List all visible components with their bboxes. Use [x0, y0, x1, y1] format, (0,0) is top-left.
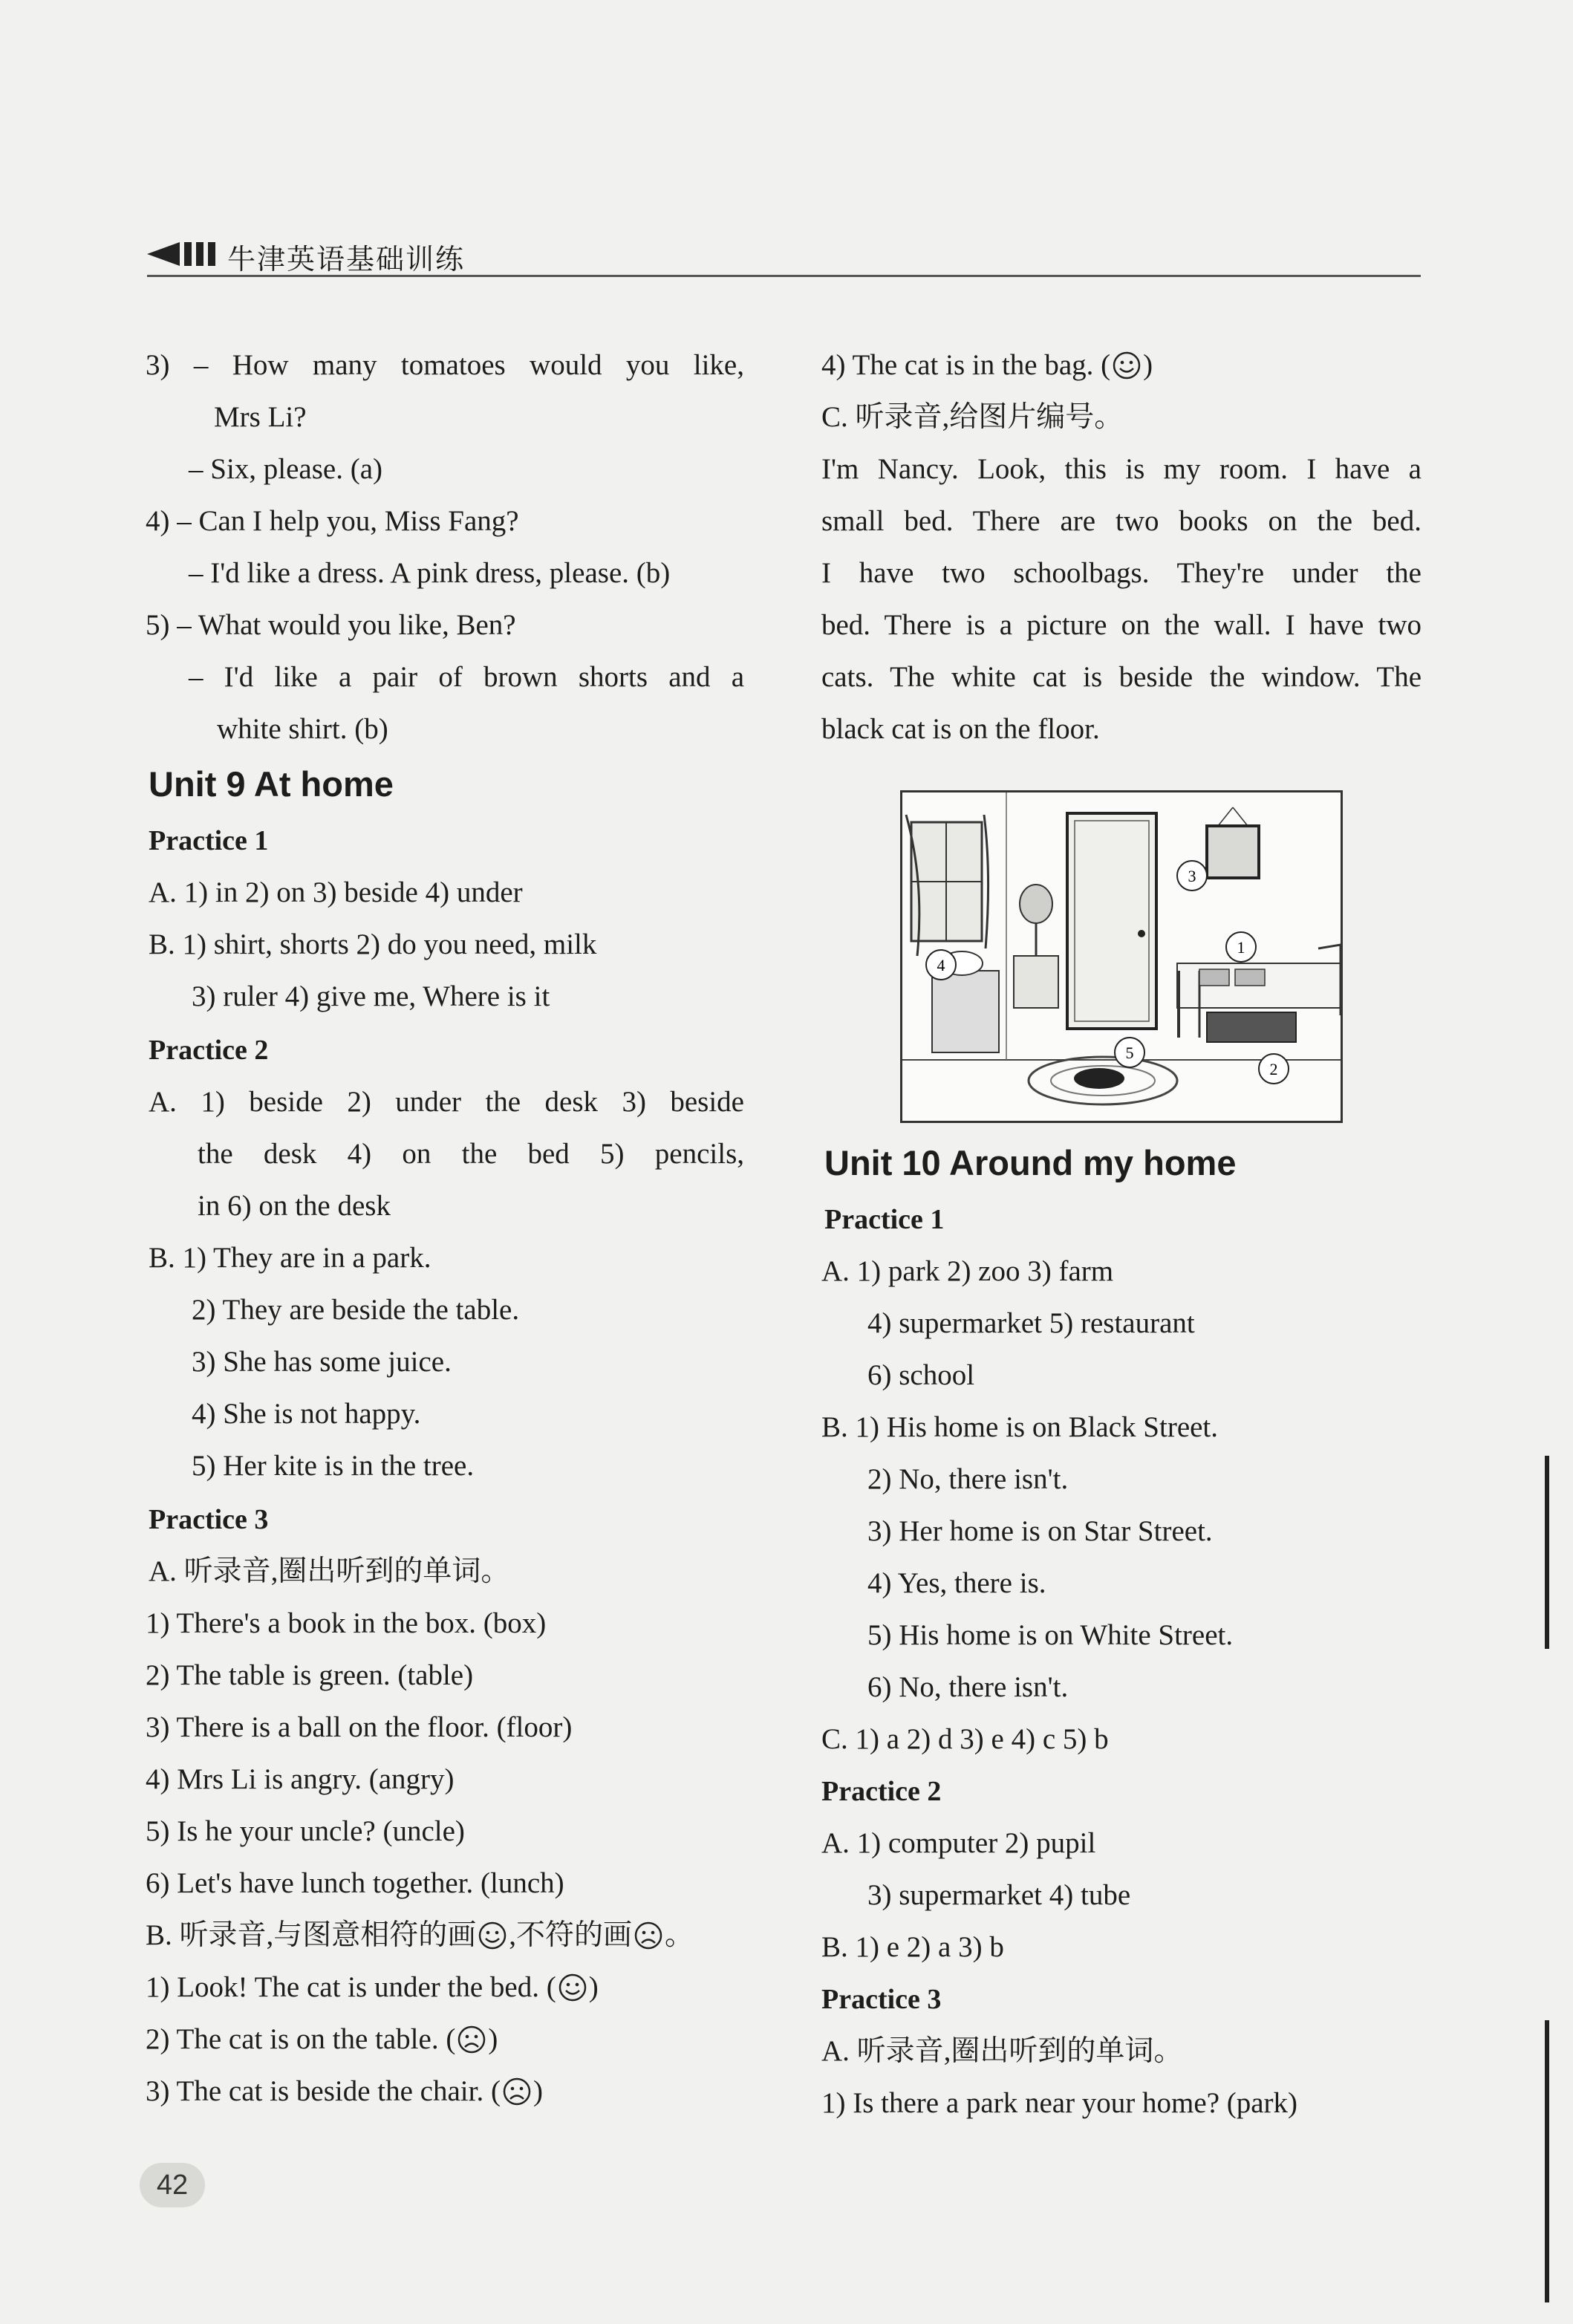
door: [1067, 813, 1156, 1029]
answer-line: 5) Her kite is in the tree.: [192, 1450, 475, 1482]
answer-line: 3) ruler 4) give me, Where is it: [192, 980, 550, 1012]
instruction-text: ,不符的画: [509, 1919, 633, 1951]
answer-line: 3) Her home is on Star Street.: [867, 1515, 1213, 1547]
answer-line: 3) She has some juice.: [192, 1346, 452, 1378]
answer-line: B. 1) They are in a park.: [149, 1242, 431, 1274]
answer-line: C. 1) a 2) d 3) e 4) c 5) b: [821, 1723, 1109, 1755]
answer-line: 5) His home is on White Street.: [867, 1619, 1234, 1651]
answer-line: in 6) on the desk: [198, 1190, 391, 1222]
answer-line: 6) Let's have lunch together. (lunch): [146, 1867, 564, 1899]
smiley-face-icon: [1112, 351, 1142, 380]
room-illustration: [900, 790, 1343, 1123]
answer-line: [146, 1968, 599, 2007]
sad-face-icon: [502, 2077, 532, 2106]
passage-line: I have two schoolbags. They're under the: [821, 557, 1421, 589]
answer-text: 4) The cat is in the bag. (: [821, 349, 1111, 381]
window: [906, 815, 989, 956]
passage-line: black cat is on the floor.: [821, 713, 1100, 745]
smiley-face-icon: [558, 1973, 587, 2002]
unit-10-heading: Unit 10 Around my home: [824, 1143, 1237, 1182]
answer-line: 3) There is a ball on the floor. (floor): [146, 1711, 573, 1743]
answer-line: 6) No, there isn't.: [867, 1671, 1069, 1703]
page-header: [147, 230, 1421, 277]
unit-9-heading: Unit 9 At home: [149, 764, 394, 804]
passage-line: bed. There is a picture on the wall. I have two: [821, 609, 1421, 641]
instruction-text: B. 听录音,与图意相符的画: [146, 1919, 477, 1951]
answer-line: 1) Is there a park near your home? (park): [821, 2087, 1298, 2119]
answer-line: 5) – What would you like, Ben?: [146, 609, 516, 641]
closing-paren: ): [1143, 349, 1153, 381]
answer-line: 6) school: [867, 1359, 975, 1391]
passage-line: cats. The white cat is beside the window. The: [821, 661, 1421, 693]
answer-text: 2) The cat is on the table. (: [146, 2023, 456, 2055]
answer-line: A. 1) beside 2) under the desk 3) beside: [149, 1086, 744, 1118]
answer-line: 3) supermarket 4) tube: [867, 1879, 1131, 1911]
answer-line: 2) The table is green. (table): [146, 1659, 474, 1691]
answer-line: 2) No, there isn't.: [867, 1463, 1069, 1495]
answer-line: B. 1) His home is on Black Street.: [821, 1411, 1219, 1443]
answer-text: 1) Look! The cat is under the bed. (: [146, 1971, 556, 2003]
passage-line: small bed. There are two books on the bed.: [821, 505, 1421, 537]
smiley-face-icon: [478, 1921, 507, 1950]
answer-line: 4) Yes, there is.: [867, 1567, 1046, 1599]
bed: [1177, 945, 1341, 1042]
page-number: 42: [140, 2163, 205, 2207]
answer-line: 3) – How many tomatoes would you like,: [146, 349, 744, 381]
practice-heading: Practice 1: [824, 1204, 945, 1235]
answer-line: Mrs Li?: [214, 401, 307, 433]
binding-edge: [1545, 1456, 1549, 1649]
svg-text:2: 2: [1269, 1060, 1278, 1078]
answer-line: A. 1) in 2) on 3) beside 4) under: [149, 876, 523, 908]
closing-paren: ): [533, 2075, 543, 2107]
answer-line: – I'd like a dress. A pink dress, please. (b): [189, 557, 671, 589]
answer-line: A. 1) computer 2) pupil: [821, 1827, 1096, 1859]
section-instruction: C. 听录音,给图片编号。: [821, 401, 1124, 433]
closing-paren: ): [488, 2023, 498, 2055]
answer-line: – Six, please. (a): [189, 453, 383, 485]
passage-line: I'm Nancy. Look, this is my room. I have a: [821, 453, 1421, 485]
answer-line: 1) There's a book in the box. (box): [146, 1607, 547, 1639]
closing-paren: ): [588, 1971, 599, 2003]
wall-picture: [1207, 807, 1259, 878]
answer-line: the desk 4) on the bed 5) pencils,: [198, 1138, 744, 1170]
answer-line: B. 1) shirt, shorts 2) do you need, milk: [149, 928, 597, 960]
svg-text:3: 3: [1188, 867, 1196, 885]
practice-heading: Practice 3: [821, 1984, 942, 2015]
practice-heading: Practice 1: [149, 825, 269, 856]
sad-face-icon: [457, 2025, 486, 2054]
answer-line: 4) supermarket 5) restaurant: [867, 1307, 1195, 1339]
answer-text: 3) The cat is beside the chair. (: [146, 2075, 501, 2107]
svg-text:5: 5: [1125, 1044, 1134, 1062]
instruction-text: 。: [665, 1919, 694, 1951]
answer-line: 5) Is he your uncle? (uncle): [146, 1815, 465, 1847]
answer-line: B. 1) e 2) a 3) b: [821, 1931, 1004, 1963]
book-title: 牛津英语基础训练: [227, 243, 466, 276]
sad-face-icon: [634, 1921, 663, 1950]
header-arrow-icon: [147, 241, 218, 267]
picture-label-2: [1259, 1054, 1289, 1084]
answer-line: [146, 2020, 498, 2059]
answer-line: white shirt. (b): [217, 713, 388, 745]
answer-line: 4) Mrs Li is angry. (angry): [146, 1763, 455, 1795]
practice-heading: Practice 3: [149, 1504, 269, 1535]
answer-line: [821, 346, 1153, 385]
section-instruction: A. 听录音,圈出听到的单词。: [821, 2035, 1183, 2067]
practice-heading: Practice 2: [149, 1035, 269, 1066]
answer-line: 2) They are beside the table.: [192, 1294, 520, 1326]
practice-heading: Practice 2: [821, 1776, 942, 1807]
svg-text:1: 1: [1237, 938, 1245, 957]
answer-line: [146, 2072, 543, 2111]
answer-line: 4) – Can I help you, Miss Fang?: [146, 505, 519, 537]
picture-label-5: [1115, 1038, 1144, 1067]
answer-line: 4) She is not happy.: [192, 1398, 421, 1430]
section-instruction: [146, 1916, 694, 1955]
picture-label-1: [1226, 932, 1256, 962]
svg-text:4: 4: [937, 956, 945, 974]
answer-line: A. 1) park 2) zoo 3) farm: [821, 1255, 1114, 1287]
section-instruction: A. 听录音,圈出听到的单词。: [149, 1555, 510, 1587]
answer-line: – I'd like a pair of brown shorts and a: [189, 661, 744, 693]
picture-label-4: [926, 950, 956, 980]
binding-edge: [1545, 2020, 1549, 2302]
picture-label-3: [1177, 861, 1207, 891]
room-drawing: [902, 792, 1341, 1121]
